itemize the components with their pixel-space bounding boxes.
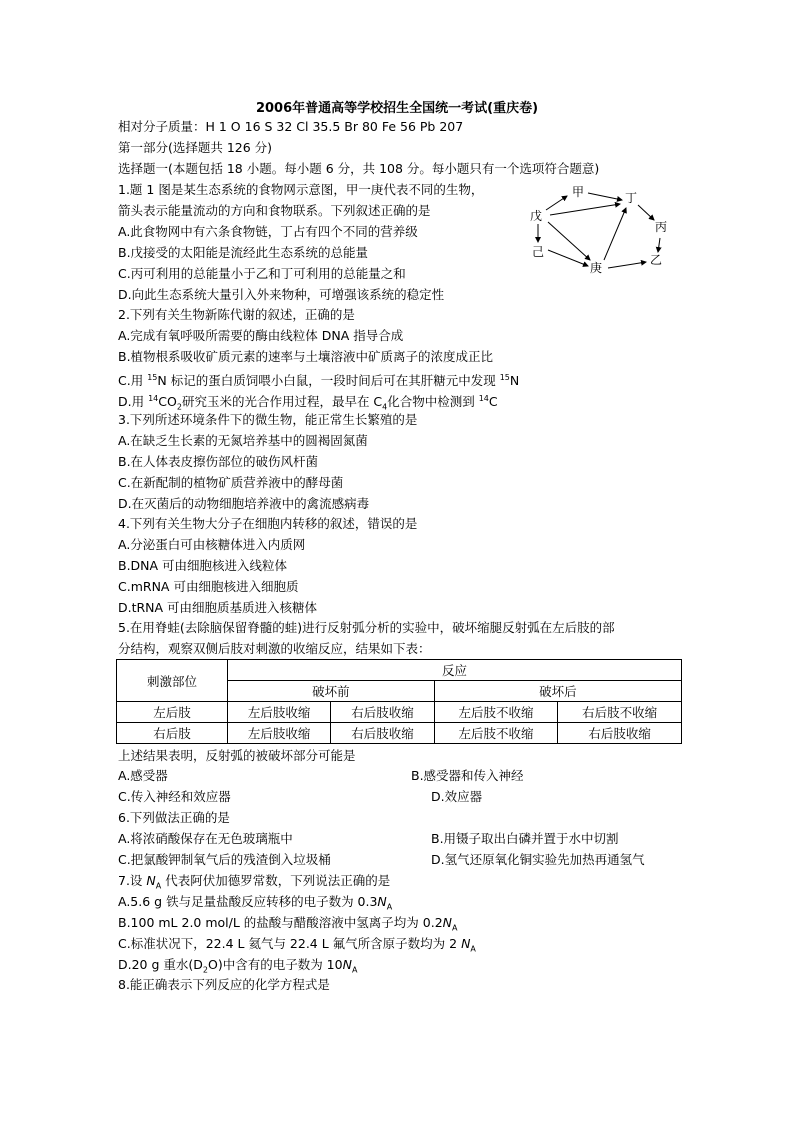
- table-row: [117, 702, 682, 723]
- node-wu: 戊: [530, 209, 543, 223]
- node-ding: 丁: [625, 191, 638, 205]
- node-geng: 庚: [590, 261, 603, 275]
- arrow-wu-geng: [548, 222, 590, 260]
- cell: 右后肢收缩: [558, 723, 682, 744]
- q8-stem: 8.能正确表示下列反应的化学方程式是: [118, 977, 330, 992]
- q5-option-c: C.传入神经和效应器: [118, 789, 231, 804]
- node-ji: 己: [532, 245, 545, 259]
- q2-option-b: B.植物根系吸收矿质元素的速率与土壤溶液中矿质离子的浓度成正比: [118, 349, 494, 364]
- q2-option-d: D.用 $^{14}CO_2$研究玉米的光合作用过程，最早在 $C_4$化合物中检测到 $^{14}$C: [118, 394, 498, 412]
- node-yi: 乙: [650, 253, 663, 267]
- q6-option-b: B.用镊子取出白磷并置于水中切割: [431, 831, 619, 846]
- q3-option-c: C.在新配制的植物矿质营养液中的酵母菌: [118, 475, 344, 490]
- arrow-jia-ding: [588, 193, 622, 200]
- q3-option-d: D.在灭菌后的动物细胞培养液中的禽流感病毒: [118, 496, 370, 511]
- molecular-masses: 相对分子质量：H 1 O 16 S 32 Cl 35.5 Br 80 Fe 56 Pb 207: [118, 119, 464, 134]
- cell: 左后肢不收缩: [434, 702, 558, 723]
- q3-option-b: B.在人体表皮擦伤部位的破伤风杆菌: [118, 454, 319, 469]
- node-bing: 丙: [655, 220, 668, 234]
- header-reaction: 反应: [228, 660, 682, 681]
- arrow-wu-ding: [550, 204, 620, 215]
- q2-option-c: C.用 $^{15}$N 标记的蛋白质饲喂小白鼠，一段时间后可在其肝糖元中发现 $^{15}$N: [118, 373, 520, 389]
- exam-title: 2006年普通高等学校招生全国统一考试(重庆卷): [255, 101, 539, 116]
- arrow-geng-ding: [604, 208, 626, 260]
- q4-option-a: A.分泌蛋白可由核糖体进入内质网: [118, 537, 306, 552]
- cell: 左后肢收缩: [228, 723, 331, 744]
- q7-stem: 7.设 $N_A$ 代表阿伏加德罗常数，下列说法正确的是: [118, 873, 391, 891]
- q5-option-a: A.感受器: [118, 768, 168, 783]
- node-jia: 甲: [572, 185, 585, 199]
- cell: 左后肢收缩: [228, 702, 331, 723]
- arrow-bing-yi: [658, 238, 660, 252]
- q6-stem: 6.下列做法正确的是: [118, 810, 230, 825]
- q4-stem: 4.下列有关生物大分子在细胞内转移的叙述，错误的是: [118, 516, 418, 531]
- cell: 左后肢不收缩: [434, 723, 558, 744]
- row-site: 右后肢: [117, 723, 228, 744]
- q5-stem-line1: 5.在用脊蛙(去除脑保留脊髓的蛙)进行反射弧分析的实验中，破坏缩腿反射弧在左后肢的部: [118, 620, 615, 635]
- q4-option-c: C.mRNA 可由细胞核进入细胞质: [118, 579, 299, 594]
- q5-stem-line2: 分结构，观察双侧后肢对刺激的收缩反应，结果如下表：: [118, 641, 431, 656]
- q3-stem: 3.下列所述环境条件下的微生物，能正常生长繁殖的是: [118, 412, 418, 427]
- q4-option-b: B.DNA 可由细胞核进入线粒体: [118, 558, 288, 573]
- cell: 右后肢收缩: [331, 702, 434, 723]
- q5-option-b: B.感受器和传入神经: [411, 768, 524, 783]
- q5-option-d: D.效应器: [431, 789, 483, 804]
- food-web-diagram: [522, 180, 682, 280]
- q2-option-a: A.完成有氧呼吸所需要的酶由线粒体 DNA 指导合成: [118, 328, 404, 343]
- arrow-wu-jia: [546, 196, 567, 210]
- q6-option-c: C.把氯酸钾制氧气后的残渣倒入垃圾桶: [118, 852, 331, 867]
- arrow-ding-bing: [638, 205, 654, 220]
- reflex-results-table: [116, 659, 682, 744]
- header-site: 刺激部位: [117, 660, 228, 702]
- row-site: 左后肢: [117, 702, 228, 723]
- q1-option-d: D.向此生态系统大量引入外来物种，可增强该系统的稳定性: [118, 287, 445, 302]
- q5-conclusion: 上述结果表明，反射弧的被破坏部分可能是: [118, 748, 356, 763]
- header-before: 破坏前: [228, 681, 435, 702]
- q7-option-a: A.5.6 g 铁与足量盐酸反应转移的电子数为 $0.3N_A$: [118, 894, 393, 912]
- q7-option-d: D.20 g 重水$(D_2O)$中含有的电子数为 $10N_A$: [118, 957, 358, 975]
- header-after: 破坏后: [434, 681, 681, 702]
- q6-option-d: D.氢气还原氧化铜实验先加热再通氢气: [431, 852, 645, 867]
- part-heading: 第一部分(选择题共 126 分): [118, 140, 273, 155]
- q1-stem-line1: 1.题 1 图是某生态系统的食物网示意图，甲一庚代表不同的生物，: [118, 182, 484, 197]
- table-row: [117, 723, 682, 744]
- q1-option-b: B.戊接受的太阳能是流经此生态系统的总能量: [118, 245, 369, 260]
- q7-option-b: B.100 mL 2.0 mol/L 的盐酸与醋酸溶液中氢离子均为 $0.2N_A$: [118, 915, 458, 933]
- q1-stem-line2: 箭头表示能量流动的方向和食物联系。下列叙述正确的是: [118, 203, 431, 218]
- cell: 右后肢不收缩: [558, 702, 682, 723]
- q4-option-d: D.tRNA 可由细胞质基质进入核糖体: [118, 600, 318, 615]
- q2-stem: 2.下列有关生物新陈代谢的叙述，正确的是: [118, 307, 355, 322]
- section-intro: 选择题一(本题包括 18 小题。每小题 6 分，共 108 分。每小题只有一个选项符合题意): [118, 161, 600, 176]
- q6-option-a: A.将浓硝酸保存在无色玻璃瓶中: [118, 831, 293, 846]
- q1-option-c: C.丙可利用的总能量小于乙和丁可利用的总能量之和: [118, 266, 406, 281]
- q1-option-a: A.此食物网中有六条食物链，丁占有四个不同的营养级: [118, 224, 418, 239]
- q3-option-a: A.在缺乏生长素的无氮培养基中的圆褐固氮菌: [118, 433, 368, 448]
- cell: 右后肢收缩: [331, 723, 434, 744]
- arrow-geng-yi: [608, 262, 646, 268]
- q7-option-c: C.标准状况下，22.4 L 氦气与 22.4 L 氟气所含原子数均为 2 $N_A$: [118, 936, 476, 954]
